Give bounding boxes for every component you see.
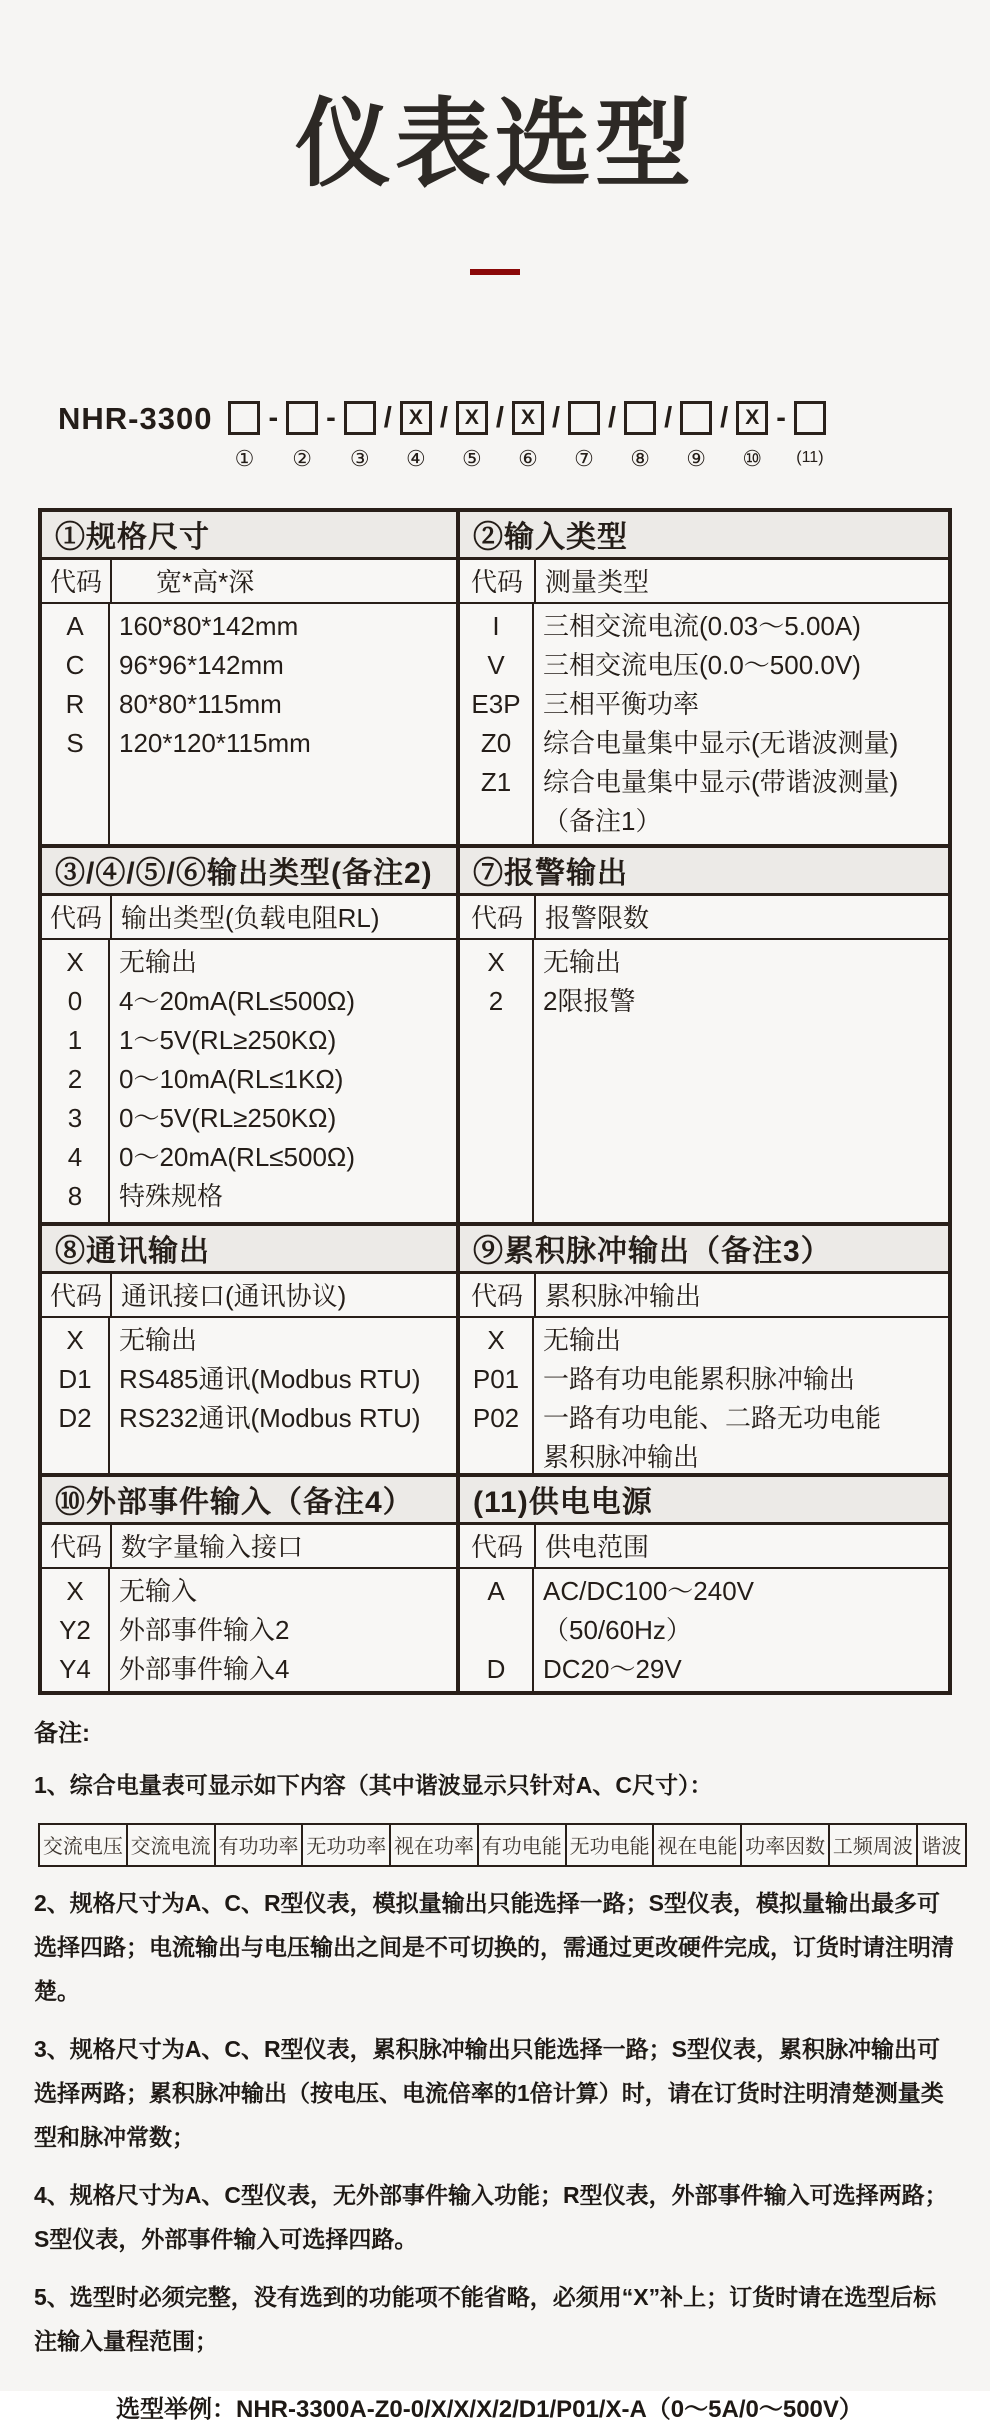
model-box-label: ① — [234, 445, 255, 471]
selection-table — [38, 508, 952, 1695]
code-value — [460, 802, 532, 841]
column-header-desc: 通讯接口(通讯协议) — [121, 1281, 347, 1312]
desc-value: 无输出 — [119, 946, 198, 977]
desc-value: （50/60Hz） — [543, 1614, 692, 1645]
section-data — [42, 604, 456, 844]
desc-value: 无输出 — [543, 1324, 622, 1355]
desc-value: 一路有功电能累积脉冲输出 — [543, 1363, 856, 1394]
spec-section — [42, 1477, 456, 1691]
desc-value: 外部事件输入2 — [119, 1614, 290, 1645]
model-box-label: ⑩ — [742, 445, 763, 471]
model-separator: / — [664, 401, 673, 434]
code-value: 3 — [67, 1102, 83, 1133]
desc-value: AC/DC100～240V — [543, 1575, 754, 1606]
notes-label: 备注: — [34, 1719, 90, 1747]
column-header-desc: 输出类型(负载电阻RL) — [121, 903, 380, 934]
display-item: 视在电能 — [654, 1825, 742, 1865]
model-box — [344, 401, 376, 435]
code-value: 2 — [67, 1063, 83, 1094]
display-item: 有功电能 — [479, 1825, 567, 1865]
desc-value: 外部事件输入4 — [119, 1653, 290, 1684]
desc-value: 0～10mA(RL≤1KΩ) — [119, 1063, 344, 1094]
display-item: 交流电流 — [128, 1825, 216, 1865]
desc-value: 三相平衡功率 — [543, 688, 700, 719]
model-box-label: ⑤ — [462, 445, 482, 471]
column-header-code: 代码 — [42, 1274, 112, 1316]
code-value: X — [66, 1324, 84, 1355]
note-4: 4、规格尺寸为A、C型仪表，无外部事件输入功能；R型仪表，外部事件输入可选择两路；S型仪表，外部事件输入可选择四路。 — [34, 2181, 948, 2252]
column-header-code: 代码 — [42, 560, 112, 602]
section-data — [460, 940, 948, 1222]
desc-column — [534, 1569, 948, 1691]
model-segment — [624, 401, 656, 472]
section-header: ⑦报警输出 — [460, 848, 948, 896]
code-value: Z1 — [480, 766, 512, 797]
code-column — [42, 1569, 110, 1691]
model-separator: - — [326, 401, 336, 434]
model-separator: / — [439, 401, 448, 434]
spec-section — [42, 1226, 456, 1473]
code-column — [42, 940, 110, 1222]
desc-column — [110, 1569, 456, 1691]
spec-section — [42, 512, 456, 844]
section-data — [42, 1569, 456, 1691]
display-item: 工频周波 — [830, 1825, 918, 1865]
code-value: V — [487, 649, 505, 680]
section-data — [42, 940, 456, 1222]
code-column — [42, 604, 110, 844]
display-item: 无功功率 — [303, 1825, 391, 1865]
column-header-desc: 测量类型 — [545, 567, 650, 598]
desc-value: 特殊规格 — [119, 1180, 224, 1211]
code-value: A — [66, 610, 84, 641]
model-segments — [228, 401, 825, 472]
spec-section — [456, 1226, 948, 1473]
code-value: E3P — [471, 688, 521, 719]
desc-value: 一路有功电能、二路无功电能 — [543, 1402, 882, 1433]
code-value: P01 — [472, 1363, 520, 1394]
note-2: 2、规格尺寸为A、C、R型仪表，模拟量输出只能选择一路；S型仪表，模拟量输出最多可选择四路；电流输出与电压输出之间是不可切换的，需通过更改硬件完成，订货时请注明清楚。 — [34, 1889, 954, 2004]
code-column — [460, 1318, 534, 1473]
model-code-line — [58, 401, 990, 472]
desc-value: DC20～29V — [543, 1653, 682, 1684]
display-item: 视在功率 — [391, 1825, 479, 1865]
model-segment — [512, 401, 544, 472]
selection-example: 选型举例：NHR-3300A-Z0-0/X/X/X/2/D1/P01/X-A（0～5A/0～500V） — [116, 2395, 863, 2423]
code-value: S — [66, 727, 84, 758]
section-data — [460, 1569, 948, 1691]
code-value: P02 — [472, 1402, 520, 1433]
desc-value: 160*80*142mm — [119, 610, 299, 641]
model-segment — [568, 401, 600, 472]
desc-column — [534, 604, 948, 844]
model-box-label: ② — [292, 445, 312, 471]
desc-value: 96*96*142mm — [119, 649, 284, 680]
desc-value: 无输出 — [543, 946, 622, 977]
note-1: 1、综合电量表可显示如下内容（其中谐波显示只针对A、C尺寸）： — [34, 1771, 713, 1798]
code-column — [460, 1569, 534, 1691]
section-subheader — [460, 560, 948, 604]
spec-section — [42, 848, 456, 1222]
section-data — [42, 1318, 456, 1473]
model-box-label: ③ — [349, 445, 370, 471]
code-value — [460, 1611, 532, 1650]
display-item: 无功电能 — [567, 1825, 655, 1865]
model-segment — [286, 401, 318, 472]
code-value: D2 — [58, 1402, 92, 1433]
desc-value: 120*120*115mm — [119, 727, 311, 758]
display-item: 交流电压 — [40, 1825, 128, 1865]
note-3: 3、规格尺寸为A、C、R型仪表，累积脉冲输出只能选择一路；S型仪表，累积脉冲输出可选择两路；累积脉冲输出（按电压、电流倍率的1倍计算）时，请在订货时注明清楚测量类型和脉冲常数； — [34, 2035, 944, 2150]
model-box-label: ⑦ — [574, 445, 594, 471]
code-value: Z0 — [480, 727, 512, 758]
code-value: X — [66, 1575, 84, 1606]
code-value: D1 — [58, 1363, 92, 1394]
model-segment — [228, 401, 260, 472]
column-header-code: 代码 — [460, 1525, 536, 1567]
model-box: X — [456, 401, 488, 435]
desc-value: 无输入 — [119, 1575, 198, 1606]
section-header: (11)供电电源 — [460, 1477, 948, 1525]
spec-section — [456, 848, 948, 1222]
code-value: D — [486, 1653, 506, 1684]
code-value: Y4 — [59, 1653, 91, 1684]
model-separator: / — [495, 401, 504, 434]
section-header: ⑧通讯输出 — [42, 1226, 456, 1274]
page-title: 仪表选型 — [295, 91, 695, 198]
model-separator: / — [383, 401, 392, 434]
desc-value: RS485通讯(Modbus RTU) — [119, 1363, 421, 1394]
section-header: ⑩外部事件输入（备注4） — [42, 1477, 456, 1525]
code-value: 4 — [67, 1141, 83, 1172]
model-segment — [456, 401, 488, 472]
code-value: I — [492, 610, 500, 641]
desc-value: 2限报警 — [543, 985, 636, 1016]
column-header-desc: 数字量输入接口 — [121, 1532, 304, 1563]
display-item: 谐波 — [921, 1836, 962, 1859]
desc-value: （备注1） — [543, 805, 662, 836]
model-segment — [680, 401, 712, 472]
model-segment — [344, 401, 376, 472]
model-segment — [400, 401, 432, 472]
code-column — [460, 940, 534, 1222]
code-value: 2 — [488, 985, 504, 1016]
model-separator: / — [551, 401, 561, 434]
column-header-code: 代码 — [460, 560, 536, 602]
model-box: X — [736, 401, 768, 435]
desc-value: 0～20mA(RL≤500Ω) — [119, 1141, 356, 1172]
title-accent-dash — [470, 269, 520, 275]
model-box — [568, 401, 600, 435]
table-band — [42, 512, 948, 844]
code-value: X — [66, 946, 84, 977]
section-subheader — [460, 1525, 948, 1569]
desc-value: RS232通讯(Modbus RTU) — [119, 1402, 421, 1433]
column-header-code: 代码 — [460, 1274, 536, 1316]
section-subheader — [42, 1525, 456, 1569]
desc-value: 1～5V(RL≥250KΩ) — [119, 1024, 337, 1055]
section-header: ②输入类型 — [460, 512, 948, 560]
code-value: Y2 — [59, 1614, 91, 1645]
model-box — [286, 401, 318, 435]
table-band — [42, 1473, 948, 1691]
model-box: X — [512, 401, 544, 435]
model-segment — [736, 401, 768, 472]
section-subheader — [42, 1274, 456, 1318]
code-column — [460, 604, 534, 844]
code-value: 8 — [67, 1180, 83, 1211]
code-value: R — [65, 688, 85, 719]
code-value: A — [487, 1575, 505, 1606]
model-box: X — [400, 401, 432, 435]
column-header-code: 代码 — [42, 896, 112, 938]
model-prefix: NHR-3300 — [58, 400, 213, 436]
desc-value: 综合电量集中显示(带谐波测量) — [543, 766, 899, 797]
desc-value: 综合电量集中显示(无谐波测量) — [543, 727, 899, 758]
model-box-label: ④ — [405, 445, 426, 471]
model-box-label: ⑧ — [630, 445, 650, 471]
code-column — [42, 1318, 110, 1473]
section-subheader — [460, 896, 948, 940]
column-header-code: 代码 — [42, 1525, 112, 1567]
section-subheader — [460, 1274, 948, 1318]
desc-column — [534, 940, 948, 1222]
model-box-label: ⑥ — [518, 445, 538, 471]
model-separator: - — [776, 401, 786, 434]
model-separator: / — [608, 401, 617, 434]
desc-value: 累积脉冲输出 — [543, 1441, 700, 1472]
desc-value: 0～5V(RL≥250KΩ) — [119, 1102, 337, 1133]
column-header-desc: 报警限数 — [545, 903, 650, 934]
section-header: ①规格尺寸 — [42, 512, 456, 560]
table-band — [42, 1222, 948, 1473]
model-box — [624, 401, 656, 435]
display-items-table — [38, 1823, 967, 1867]
notes — [34, 1719, 962, 2424]
desc-column — [534, 1318, 948, 1473]
code-value: 1 — [67, 1024, 83, 1055]
section-data — [460, 1318, 948, 1473]
desc-value: 无输出 — [119, 1324, 198, 1355]
model-box-label: (11) — [796, 448, 824, 466]
model-separator: / — [720, 401, 729, 434]
model-box — [794, 401, 826, 435]
spec-section — [456, 512, 948, 844]
desc-column — [110, 604, 456, 844]
desc-value: 80*80*115mm — [119, 688, 282, 719]
display-item: 功率因数 — [742, 1825, 830, 1865]
column-header-desc: 供电范围 — [545, 1532, 650, 1563]
code-value: X — [487, 946, 505, 977]
display-item: 有功功率 — [216, 1825, 304, 1865]
desc-value: 4～20mA(RL≤500Ω) — [119, 985, 356, 1016]
code-value: C — [65, 649, 85, 680]
section-data — [460, 604, 948, 844]
desc-column — [110, 1318, 456, 1473]
table-band — [42, 844, 948, 1222]
model-separator: - — [268, 401, 279, 434]
section-subheader — [42, 560, 456, 604]
desc-column — [110, 940, 456, 1222]
desc-value: 三相交流电压(0.0～500.0V) — [543, 649, 861, 680]
column-header-desc: 宽*高*深 — [156, 567, 255, 598]
code-value: X — [487, 1324, 505, 1355]
model-box-label: ⑨ — [686, 445, 707, 471]
model-segment — [794, 401, 826, 467]
section-subheader — [42, 896, 456, 940]
code-value — [460, 1438, 532, 1477]
section-header: ③/④/⑤/⑥输出类型(备注2) — [42, 848, 456, 896]
column-header-desc: 累积脉冲输出 — [545, 1281, 702, 1312]
note-5: 5、选型时必须完整，没有选到的功能项不能省略，必须用“X”补上；订货时请在选型后标注输入量程范围； — [34, 2283, 937, 2354]
spec-section — [456, 1477, 948, 1691]
code-value: 0 — [67, 985, 83, 1016]
column-header-code: 代码 — [460, 896, 536, 938]
model-box — [228, 401, 260, 435]
model-box — [680, 401, 712, 435]
section-header: ⑨累积脉冲输出（备注3） — [460, 1226, 948, 1274]
desc-value: 三相交流电流(0.03～5.00A) — [543, 610, 861, 641]
